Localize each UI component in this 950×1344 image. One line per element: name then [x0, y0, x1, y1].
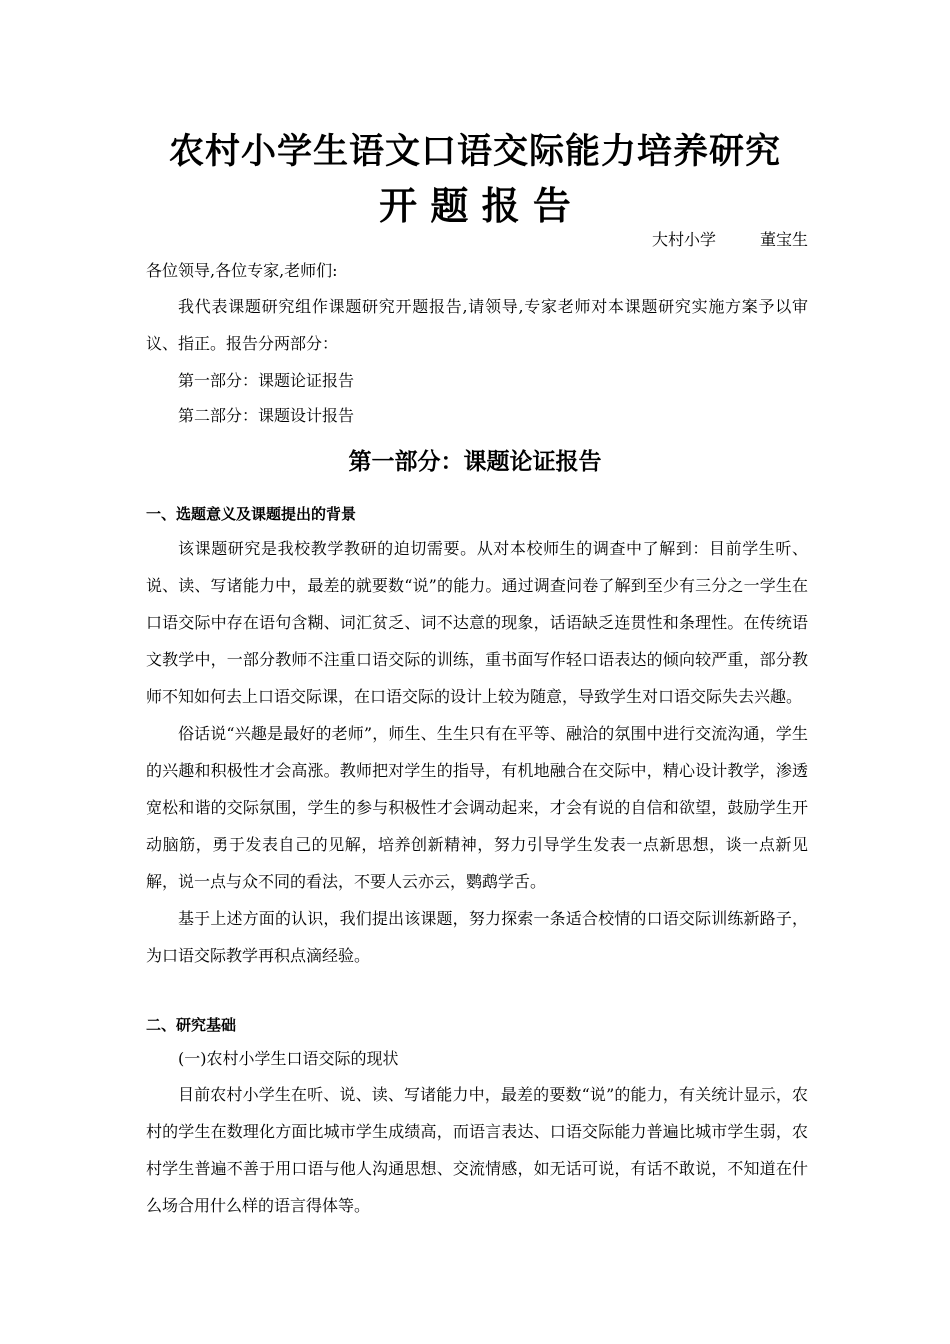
paragraph: 该课题研究是我校教学教研的迫切需要。从对本校师生的调查中了解到：目前学生听、说、读、写诸能力中，最差的就要数“说”的能力。通过调查问卷了解到至少有三分之一学生在口语交际中存在语句含糊、词汇贫乏、词不达意的现象，话语缺乏连贯性和条理性。在传统语文教学中，一部分教师不注重口语交际的训练，重书面写作轻口语表达的倾向较严重，部分教师不知如何去上口语交际课，在口语交际的设计上较为随意，导致学生对口语交际失去兴趣。 — [146, 539, 808, 706]
author-school: 大村小学 — [651, 230, 716, 249]
sub-heading: (一)农村小学生口语交际的现状 — [178, 1049, 399, 1068]
heading1-body — [146, 530, 808, 974]
salutation: 各位领导,各位专家,老师们: — [146, 261, 338, 280]
part-list-item-1: 第一部分：课题论证报告 — [178, 371, 355, 390]
document-title: 农村小学生语文口语交际能力培养研究 — [168, 131, 781, 172]
part-list-item-2: 第二部分：课题设计报告 — [178, 406, 355, 425]
heading-2: 二、研究基础 — [146, 1016, 237, 1034]
paragraph: 基于上述方面的认识，我们提出该课题，努力探索一条适合校情的口语交际训练新路子，为口语交际教学再积点滴经验。 — [146, 909, 808, 965]
author-name: 董宝生 — [759, 230, 808, 249]
heading2-body — [146, 1076, 808, 1224]
document-subtitle: 开 题 报 告 — [379, 184, 571, 228]
author-line — [652, 228, 808, 252]
paragraph: 目前农村小学生在听、说、读、写诸能力中，最差的要数“说”的能力，有关统计显示，农村的学生在数理化方面比城市学生成绩高，而语言表达、口语交际能力普遍比城市学生弱，农村学生普遍不善于用口语与他人沟通思想、交流情感，如无话可说，有话不敢说，不知道在什么场合用什么样的语言得体等。 — [146, 1085, 808, 1215]
heading-1: 一、选题意义及课题提出的背景 — [146, 505, 357, 523]
paragraph: 俗话说“兴趣是最好的老师”，师生、生生只有在平等、融洽的氛围中进行交流沟通，学生的兴趣和积极性才会高涨。教师把对学生的指导，有机地融合在交际中，精心设计教学，渗透宽松和谐的交际氛围，学生的参与积极性才会调动起来，才会有说的自信和欲望，鼓励学生开动脑筋，勇于发表自己的见解，培养创新精神，努力引导学生发表一点新思想，谈一点新见解，说一点与众不同的看法，不要人云亦云，鹦鹉学舌。 — [146, 724, 808, 891]
section-title: 第一部分：课题论证报告 — [348, 448, 602, 475]
intro-text: 我代表课题研究组作课题研究开题报告,请领导,专家老师对本课题研究实施方案予以审议、指正。报告分两部分： — [146, 297, 808, 353]
intro-paragraph — [146, 288, 808, 362]
